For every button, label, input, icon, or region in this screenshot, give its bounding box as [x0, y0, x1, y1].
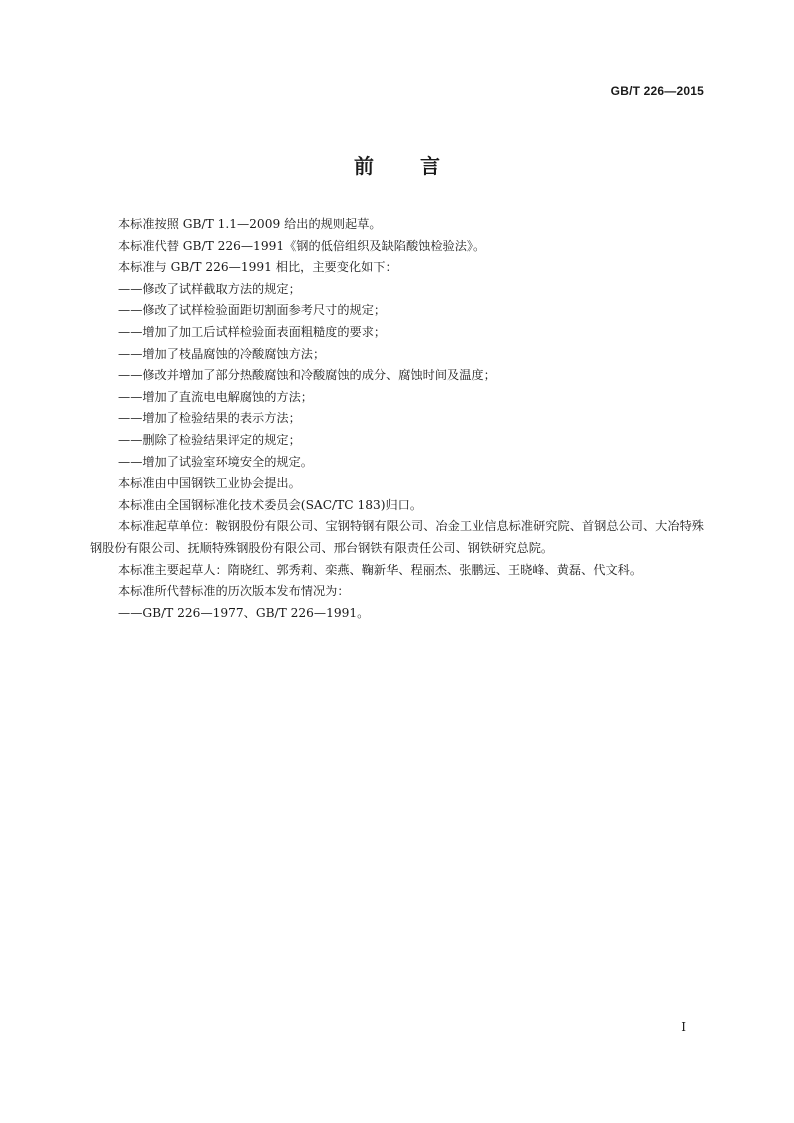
history-item: ——GB/T 226—1977、GB/T 226—1991。	[118, 605, 370, 620]
paragraph-drafting-units: 本标准起草单位：鞍钢股份有限公司、宝钢特钢有限公司、冶金工业信息标准研究院、首钢总公司、大冶特殊钢股份有限公司、抚顺特殊钢股份有限公司、邢台钢铁有限责任公司、钢铁研究总院。	[90, 519, 704, 555]
foreword-body	[90, 214, 704, 624]
change-item: ——增加了加工后试样检验面表面粗糙度的要求；	[118, 324, 387, 339]
change-item: ——增加了检验结果的表示方法；	[118, 411, 301, 426]
change-item: ——修改了试样截取方法的规定；	[118, 281, 301, 296]
paragraph-history-intro: 本标准所代替标准的历次版本发布情况为：	[118, 584, 350, 599]
page-number: I	[681, 1020, 686, 1034]
change-item: ——增加了枝晶腐蚀的冷酸腐蚀方法；	[118, 346, 326, 361]
title-char-1: 前	[354, 154, 374, 178]
change-item: ——删除了检验结果评定的规定；	[118, 432, 301, 447]
change-item: ——增加了试验室环境安全的规定。	[118, 454, 313, 469]
paragraph-proposed-by: 本标准由中国钢铁工业协会提出。	[118, 476, 301, 491]
paragraph-drafting-rules: 本标准按照 GB/T 1.1—2009 给出的规则起草。	[118, 217, 382, 231]
standard-code: GB/T 226—2015	[610, 84, 704, 98]
page-title	[0, 150, 794, 179]
paragraph-replaces: 本标准代替 GB/T 226—1991《钢的低倍组织及缺陷酸蚀检验法》。	[118, 238, 486, 253]
paragraph-drafters: 本标准主要起草人：隋晓红、郭秀莉、栾燕、鞠新华、程丽杰、张鹏远、王晓峰、黄磊、代文科。	[118, 562, 643, 577]
change-item: ——增加了直流电电解腐蚀的方法；	[118, 389, 313, 404]
paragraph-under-jurisdiction: 本标准由全国钢标准化技术委员会(SAC/TC 183)归口。	[118, 497, 423, 512]
paragraph-changes-intro: 本标准与 GB/T 226—1991 相比，主要变化如下：	[118, 260, 398, 275]
change-item: ——修改并增加了部分热酸腐蚀和冷酸腐蚀的成分、腐蚀时间及温度；	[118, 368, 496, 383]
change-item: ——修改了试样检验面距切割面参考尺寸的规定；	[118, 303, 387, 318]
title-char-2: 言	[420, 154, 440, 178]
